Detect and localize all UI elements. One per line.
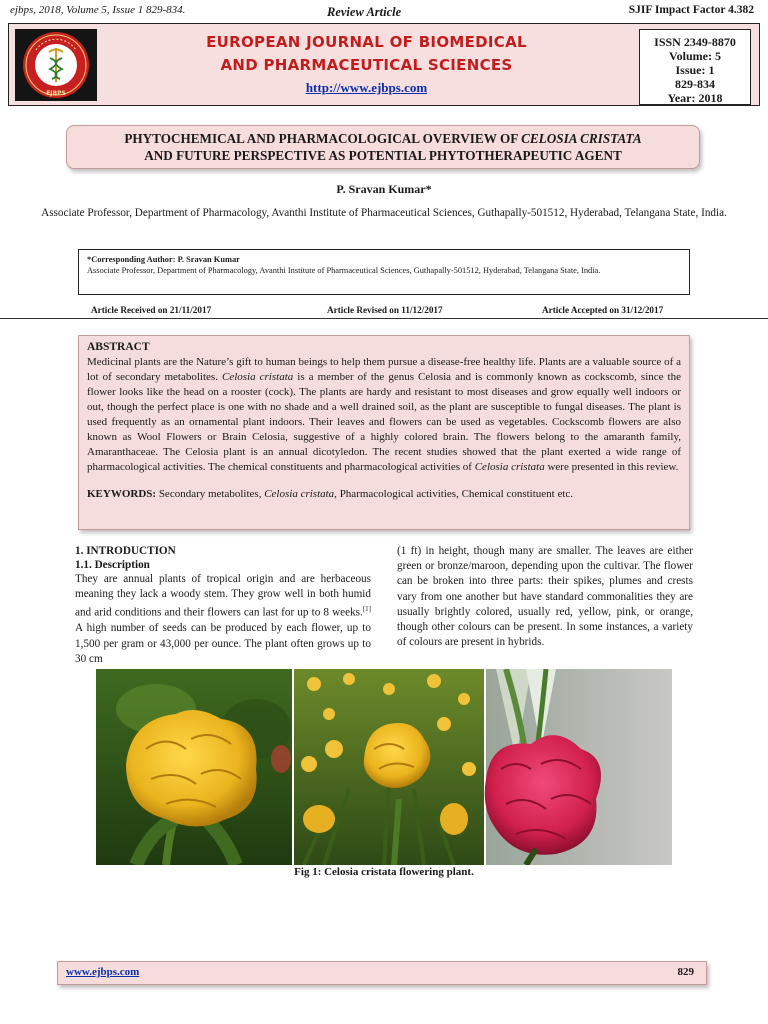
- running-header-citation: ejbps, 2018, Volume 5, Issue 1 829-834.: [10, 4, 186, 16]
- corresponding-author-address: Associate Professor, Department of Pharmacology, Avanthi Institute of Pharmaceutical Sciences, Guthapally-501512, Hyderabad, Telangana State, India.: [87, 266, 601, 275]
- page-number: 829: [677, 966, 694, 978]
- abstract-box: [78, 335, 690, 530]
- volume: Volume: 5: [669, 49, 721, 63]
- citation-ref[interactable]: [1]: [362, 605, 371, 614]
- paper-title-part1: PHYTOCHEMICAL AND PHARMACOLOGICAL OVERVIEW OF: [124, 131, 522, 146]
- author-name: P. Sravan Kumar*: [336, 182, 432, 196]
- pages: 829-834: [675, 77, 715, 91]
- journal-seal-icon: [16, 30, 96, 100]
- issn-box: [639, 29, 751, 105]
- paper-title-line2: AND FUTURE PERSPECTIVE AS POTENTIAL PHYTOTHERAPEUTIC AGENT: [144, 148, 622, 163]
- journal-title: [129, 31, 604, 77]
- intro-paragraph: They are annual plants of tropical origin and are herbaceous meaning they lack a woody stem. They grow well in both humid and arid conditions and their flowers can last for up to 8 weeks.[1] A high number of seeds can be produced by each flower, up to 1,500 per gram or 43,000 per ounce. The plant often grows up to 30 cm: [75, 573, 371, 665]
- issn: ISSN 2349-8870: [654, 35, 736, 49]
- subsection-heading-description: 1.1. Description: [75, 559, 150, 571]
- journal-title-line2: AND PHARMACEUTICAL SCIENCES: [220, 56, 513, 74]
- photo-panel-yellow-cockscomb: [96, 669, 292, 865]
- date-revised: Article Revised on 11/12/2017: [327, 305, 443, 315]
- corresponding-author-heading: *Corresponding Author: P. Sravan Kumar: [87, 255, 240, 264]
- abstract-text: Medicinal plants are the Nature’s gift to human beings to help them pursue a disease-free healthy life. Plants are a valuable source of a lot of secondary metabolites. Celosia cristata is a member of the genus Celosia and is commonly known as cockscomb, since the flower looks like the head on a rooster (cock). The plants are hardy and resistant to most diseases and grow equally well indoors or out, though the perfect place is one with no shade and a well drained soil, as the plant are susceptible to fungal diseases. The plant is used frequently as an ornamental plant indoors. Their leaves and flowers can be used as vegetables. Cockscomb flowers are also known as Wool Flowers or Brain Celosia, suggestive of a highly colored brain. The flowers belong to the amaranth family, Amaranthaceae. The Celosia plant is an annual dicotyledon. The recent studies showed that the plant exerted a wide range of pharmacological activities. The chemical constituents and pharmacological activities of Celosia cristata were presented in this review.: [87, 356, 681, 473]
- issue: Issue: 1: [675, 63, 715, 77]
- year: Year: 2018: [667, 91, 723, 105]
- page-footer: [57, 961, 707, 985]
- figure-caption: Fig 1: Celosia cristata flowering plant.: [294, 866, 474, 878]
- section-heading-introduction: 1. INTRODUCTION: [75, 545, 176, 557]
- abstract-heading: ABSTRACT: [87, 341, 150, 353]
- body-column-right: (1 ft) in height, though many are smaller. The leaves are either green or bronze/maroon, depending upon the cultivar. The flower can be broken into three parts: their spikes, plumes and crests vary from one another but have standard commonalities they are usually brightly colored, usually red, yellow, pink, or orange, though other colours can be present. In some instances, a variety of colours are present in hybrids.: [397, 545, 693, 649]
- journal-title-line1: EUROPEAN JOURNAL OF BIOMEDICAL: [206, 33, 527, 51]
- article-type: Review Article: [327, 5, 402, 19]
- keywords-label: KEYWORDS:: [87, 488, 157, 500]
- photo-panel-flower-field: [294, 669, 484, 865]
- svg-text:EJBPS: EJBPS: [46, 90, 66, 97]
- keywords: KEYWORDS: Secondary metabolites, Celosia cristata, Pharmacological activities, Chemical constituent etc.: [87, 488, 574, 500]
- impact-factor: SJIF Impact Factor 4.382: [628, 4, 754, 16]
- figure-celosia-photos: [96, 669, 672, 865]
- photo-panel-pink-cockscomb: [485, 669, 672, 865]
- date-accepted: Article Accepted on 31/12/2017: [542, 305, 664, 315]
- date-received: Article Received on 21/11/2017: [91, 305, 212, 315]
- journal-banner: [8, 23, 760, 106]
- journal-url-link[interactable]: http://www.ejbps.com: [305, 80, 428, 95]
- divider: [0, 318, 768, 319]
- journal-logo: [15, 29, 97, 101]
- body-column-left: [75, 544, 371, 667]
- paper-title-species: CELOSIA CRISTATA: [521, 131, 642, 146]
- corresponding-author-box: [78, 249, 690, 295]
- author-affiliation: Associate Professor, Department of Pharmacology, Avanthi Institute of Pharmaceutical Sciences, Guthapally-501512, Hyderabad, Telangana State, India.: [41, 207, 727, 219]
- footer-url-link[interactable]: www.ejbps.com: [66, 966, 140, 978]
- paper-title: [66, 125, 700, 169]
